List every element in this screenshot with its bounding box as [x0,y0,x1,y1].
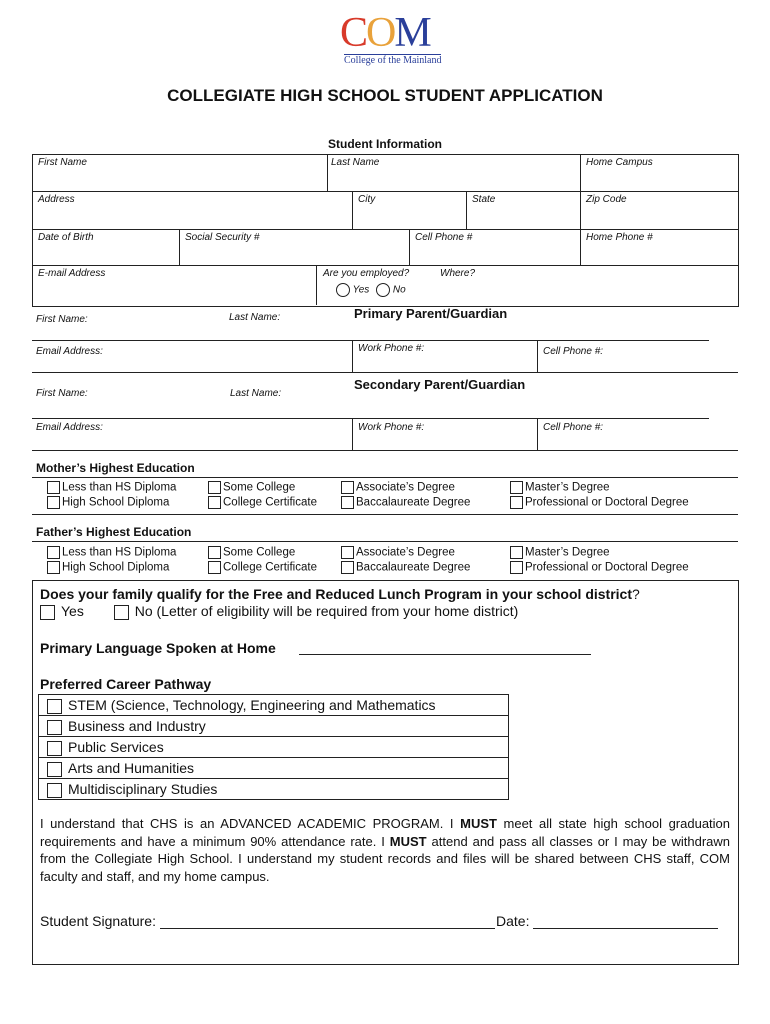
col-divider [327,154,328,191]
secondary-email-field[interactable]: Email Address: [36,422,103,433]
employed-question: Are you employed? [323,268,410,279]
logo-subtitle: College of the Mainland [344,55,442,66]
col-divider [316,265,317,305]
lunch-question: Does your family qualify for the Free and Reduced Lunch Program in your school district? [40,586,640,602]
col-divider [466,191,467,229]
row-divider [38,715,508,716]
row-divider [32,541,738,542]
col-divider [409,229,410,265]
state-field[interactable]: State [472,194,496,205]
mother-edu-option[interactable]: College Certificate [208,496,317,509]
father-edu-option[interactable]: Less than HS Diploma [47,546,176,559]
checkbox[interactable] [341,496,354,509]
col-divider [537,340,538,372]
mother-edu-option[interactable]: Baccalaureate Degree [341,496,470,509]
father-edu-option[interactable]: Professional or Doctoral Degree [510,561,689,574]
col-divider [580,154,581,191]
student-info-heading: Student Information [328,137,442,151]
checkbox[interactable] [47,783,62,798]
first-name-field[interactable]: First Name [38,157,87,168]
college-logo [340,12,440,66]
checkbox[interactable] [510,481,523,494]
student-signature-field[interactable] [160,928,495,929]
checkbox[interactable] [208,561,221,574]
checkbox[interactable] [47,481,60,494]
mother-edu-option[interactable]: Master’s Degree [510,481,610,494]
employed-no-label: No [392,284,406,296]
primary-language-field[interactable] [299,654,591,655]
row-divider [38,778,508,779]
secondary-work-phone-field[interactable]: Work Phone #: [358,422,425,433]
checkbox[interactable] [510,496,523,509]
father-edu-option[interactable]: High School Diploma [47,561,169,574]
col-divider [352,340,353,372]
row-divider [32,514,738,515]
logo-letter-o: O [366,10,395,56]
father-edu-option[interactable]: Associate’s Degree [341,546,455,559]
checkbox[interactable] [510,546,523,559]
checkbox[interactable] [208,546,221,559]
primary-email-field[interactable]: Email Address: [36,346,103,357]
father-edu-option[interactable]: Baccalaureate Degree [341,561,470,574]
home-campus-field[interactable]: Home Campus [586,157,653,168]
primary-guardian-heading: Primary Parent/Guardian [354,306,508,321]
date-field[interactable] [533,928,718,929]
email-field[interactable]: E-mail Address [38,268,106,279]
row-divider [32,340,709,341]
lunch-no-checkbox[interactable] [114,605,129,620]
page-title: COLLEGIATE HIGH SCHOOL STUDENT APPLICATION [167,86,603,105]
mother-education-heading: Mother’s Highest Education [36,461,195,475]
employed-yes-label: Yes [352,284,370,296]
checkbox[interactable] [47,496,60,509]
employed-yes-radio[interactable] [336,283,350,297]
checkbox[interactable] [47,699,62,714]
mother-edu-option[interactable]: Less than HS Diploma [47,481,176,494]
col-divider [179,229,180,265]
primary-first-name-field[interactable]: First Name: [36,314,88,325]
acknowledgement-statement: I understand that CHS is an ADVANCED ACADEMIC PROGRAM. I MUST meet all state high school graduation requirements and have a minimum 90% attendance rate. I MUST attend and pass all classes or I may be withdrawn from the Collegiate High School. I understand my student records and files will be shared between CHS staff, COM faculty and staff, and my home campus. [40,816,731,884]
row-divider [38,736,508,737]
primary-last-name-field[interactable]: Last Name: [229,312,281,323]
employer-where-field[interactable]: Where? [440,268,476,279]
row-divider [32,477,738,478]
checkbox[interactable] [208,481,221,494]
lunch-yes-label: Yes [61,603,84,619]
row-divider [32,450,738,451]
mother-edu-option[interactable]: Associate’s Degree [341,481,455,494]
employed-no-radio[interactable] [376,283,390,297]
career-option-business[interactable]: Business and Industry [47,718,206,735]
secondary-first-name-field[interactable]: First Name: [36,388,88,399]
checkbox[interactable] [47,561,60,574]
row-divider [32,265,738,266]
checkbox[interactable] [47,546,60,559]
lunch-no-label: No (Letter of eligibility will be required from your home district) [134,603,519,619]
row-divider [32,372,738,373]
mother-edu-option[interactable]: Some College [208,481,295,494]
father-edu-option[interactable]: College Certificate [208,561,317,574]
row-divider [32,229,738,230]
checkbox[interactable] [341,481,354,494]
student-signature-label: Student Signature: [40,913,156,929]
logo-letter-c: C [340,10,367,56]
father-edu-option[interactable]: Some College [208,546,295,559]
last-name-field[interactable]: Last Name [331,157,380,168]
checkbox[interactable] [341,561,354,574]
checkbox[interactable] [341,546,354,559]
ssn-field[interactable]: Social Security # [185,232,260,243]
lunch-answers [40,603,518,620]
career-pathway-heading: Preferred Career Pathway [40,676,212,692]
career-option-public-services[interactable]: Public Services [47,739,164,756]
row-divider [32,418,709,419]
col-divider [580,229,581,265]
home-phone-field[interactable]: Home Phone # [586,232,653,243]
checkbox[interactable] [510,561,523,574]
mother-edu-option[interactable]: Professional or Doctoral Degree [510,496,689,509]
secondary-guardian-heading: Secondary Parent/Guardian [354,377,526,392]
col-divider [352,418,353,450]
primary-work-phone-field[interactable]: Work Phone #: [358,343,425,354]
career-option-stem[interactable]: STEM (Science, Technology, Engineering and Mathematics [47,697,436,714]
logo-letter-m: M [394,10,430,56]
zip-code-field[interactable]: Zip Code [586,194,627,205]
cell-phone-field[interactable]: Cell Phone # [415,232,473,243]
city-field[interactable]: City [358,194,376,205]
checkbox[interactable] [47,762,62,777]
father-education-heading: Father’s Highest Education [36,525,192,539]
address-field[interactable]: Address [38,194,75,205]
col-divider [352,191,353,229]
checkbox[interactable] [47,720,62,735]
secondary-last-name-field[interactable]: Last Name: [230,388,282,399]
primary-cell-phone-field[interactable]: Cell Phone #: [543,346,604,357]
date-label: Date: [496,913,530,929]
career-option-arts[interactable]: Arts and Humanities [47,760,194,777]
mother-edu-option[interactable]: High School Diploma [47,496,169,509]
date-of-birth-field[interactable]: Date of Birth [38,232,94,243]
checkbox[interactable] [208,496,221,509]
row-divider [32,191,738,192]
lunch-yes-checkbox[interactable] [40,605,55,620]
career-option-multidisciplinary[interactable]: Multidisciplinary Studies [47,781,217,798]
father-edu-option[interactable]: Master’s Degree [510,546,610,559]
checkbox[interactable] [47,741,62,756]
col-divider [580,191,581,229]
col-divider [537,418,538,450]
secondary-cell-phone-field[interactable]: Cell Phone #: [543,422,604,433]
primary-language-label: Primary Language Spoken at Home [40,640,276,656]
row-divider [38,757,508,758]
